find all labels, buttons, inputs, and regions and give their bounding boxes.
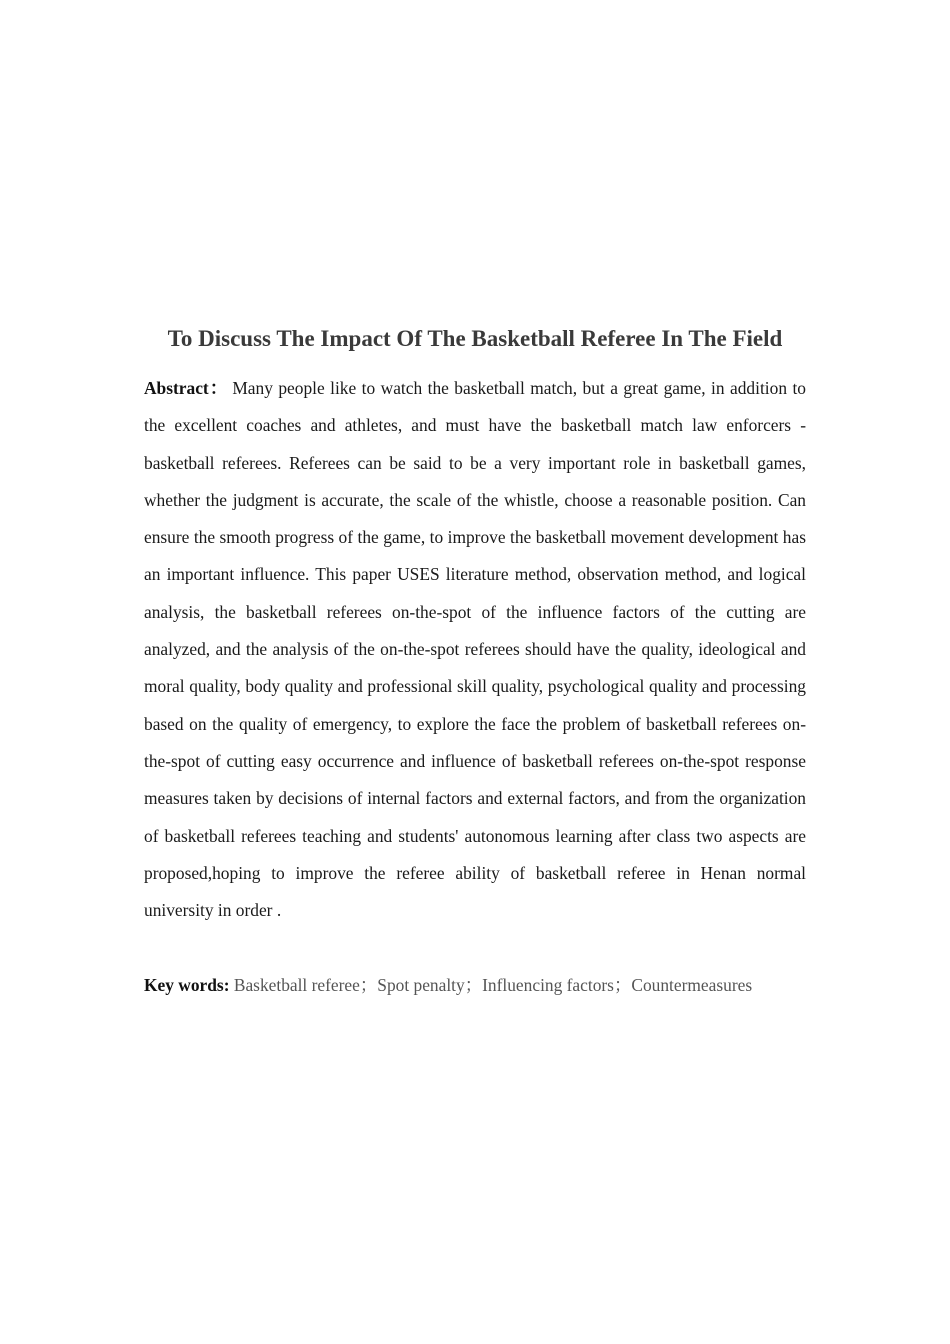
keyword-separator: ； [359,975,378,995]
keyword-separator: ； [464,975,483,995]
keyword-item: Countermeasures [631,975,753,995]
keyword-item: Spot penalty [377,975,465,995]
document-title: To Discuss The Impact Of The Basketball Referee In The Field [167,326,783,351]
keywords-label: Key words: [144,975,230,995]
abstract-paragraph [144,370,806,929]
abstract-label: Abstract： [144,378,229,398]
keyword-item: Influencing factors [482,975,614,995]
keyword-item: Basketball referee [233,975,360,995]
keywords-line [144,968,814,1002]
keyword-separator: ； [613,975,632,995]
abstract-text: Many people like to watch the basketball match, but a great game, in addition to the excellent coaches and athletes, and must have the basketball match law enforcers - basketball referees. Referees can be said to be a very important role in basketball games, whether the judgment is accurate, the scale of the whistle, choose a reasonable position. Can ensure the smooth progress of the game, to improve the basketball movement development has an important influence. This paper USES literature method, observation method, and logical analysis, the basketball referees on-the-spot of the influence factors of the cutting are analyzed, and the analysis of the on-the-spot referees should have the quality, ideological and moral quality, body quality and professional skill quality, psychological quality and processing based on the quality of emergency, to explore the face the problem of basketball referees on-the-spot of cutting easy occurrence and influence of basketball referees on-the-spot response measures taken by decisions of internal factors and external factors, and from the organization of basketball referees teaching and students' autonomous learning after class two aspects are proposed,hoping to improve the referee ability of basketball referee in Henan normal university in order . [144,378,806,921]
